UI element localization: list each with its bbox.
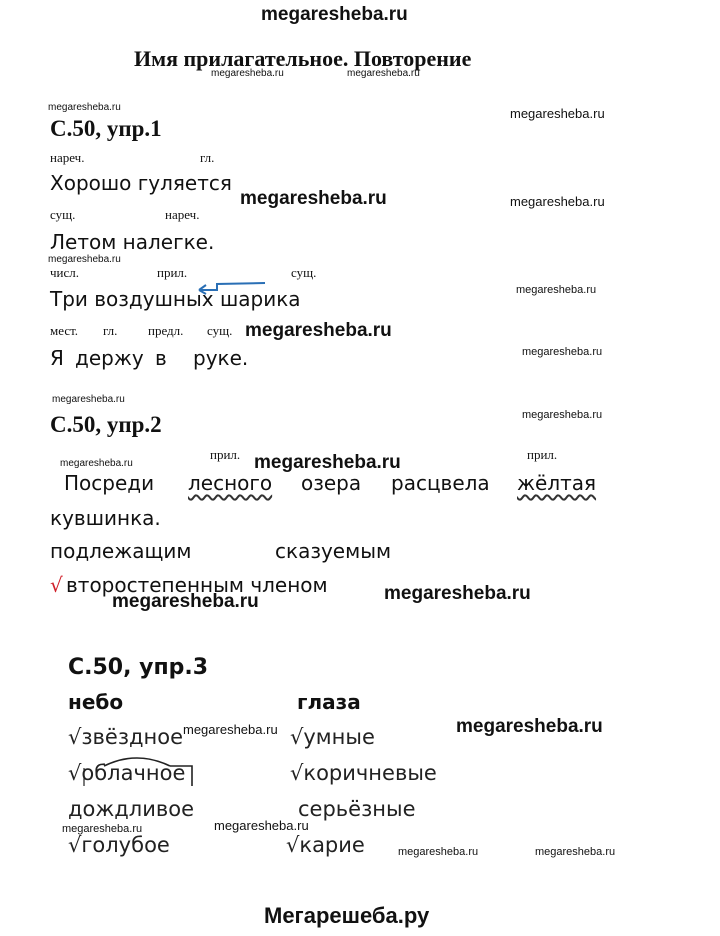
watermark: megaresheba.ru	[52, 394, 125, 405]
watermark: megaresheba.ru	[510, 106, 605, 121]
page-title: Имя прилагательное. Повторение	[134, 46, 472, 71]
list-item: серьёзные	[298, 797, 416, 821]
pos-tag: предл.	[148, 323, 184, 338]
pos-tag: сущ.	[291, 265, 317, 280]
check-mark-icon: √	[50, 573, 63, 597]
list-item: √облачное	[68, 761, 186, 785]
pos-tag: гл.	[103, 323, 118, 338]
watermark: megaresheba.ru	[254, 452, 401, 473]
ex2-word: расцвела	[391, 471, 490, 495]
pos-tag: мест.	[50, 323, 79, 338]
watermark: megaresheba.ru	[384, 583, 531, 604]
exercise-1-heading: С.50, упр.1	[50, 116, 162, 141]
pos-tag: гл.	[200, 150, 215, 165]
watermark: megaresheba.ru	[522, 409, 603, 421]
answer-option-selected: второстепенным членом	[66, 573, 328, 597]
list-item: √коричневые	[290, 761, 437, 785]
watermark: megaresheba.ru	[245, 320, 392, 341]
list-item: дождливое	[68, 797, 195, 821]
ex2-word-adjective: лесного	[188, 471, 273, 495]
watermark: megaresheba.ru	[398, 846, 479, 858]
pos-tag: прил.	[527, 447, 558, 462]
ex2-word-adjective: жёлтая	[517, 471, 597, 495]
column-title: небо	[68, 690, 124, 714]
ex1-line-3: Три воздушных шарика	[50, 287, 301, 311]
ex1-word: держу	[75, 346, 144, 370]
pos-tag: прил.	[157, 265, 188, 280]
ex1-line-1: Хорошо гуляется	[50, 171, 232, 195]
ex1-word: Я	[50, 346, 64, 370]
site-header-watermark: megaresheba.ru	[261, 4, 408, 25]
watermark: megaresheba.ru	[535, 846, 616, 858]
exercise-3-heading: С.50, упр.3	[68, 655, 209, 680]
ex2-line-2: кувшинка.	[50, 506, 161, 530]
pos-tag: сущ.	[207, 323, 233, 338]
watermark: megaresheba.ru	[62, 823, 143, 835]
watermark: megaresheba.ru	[456, 716, 603, 737]
ex1-line-2: Летом налегке.	[50, 230, 215, 254]
watermark: megaresheba.ru	[183, 722, 278, 737]
word-analysis-marks	[82, 752, 202, 792]
watermark: megaresheba.ru	[48, 102, 121, 113]
exercise-2-heading: С.50, упр.2	[50, 412, 162, 437]
answer-option: сказуемым	[275, 539, 392, 563]
column-title: глаза	[297, 690, 361, 714]
watermark: megaresheba.ru	[48, 254, 121, 265]
watermark: megaresheba.ru	[240, 188, 387, 209]
pos-tag: числ.	[50, 265, 80, 280]
watermark: megaresheba.ru	[522, 346, 603, 358]
list-item: √звёздное	[68, 725, 184, 749]
watermark: megaresheba.ru	[516, 284, 597, 296]
pos-tag: нареч.	[165, 207, 200, 222]
watermark: megaresheba.ru	[347, 68, 420, 79]
ex2-word: Посреди	[64, 471, 155, 495]
watermark: megaresheba.ru	[60, 458, 133, 469]
answer-option: подлежащим	[50, 539, 192, 563]
list-item: √карие	[286, 833, 365, 857]
watermark: megaresheba.ru	[510, 194, 605, 209]
watermark: megaresheba.ru	[214, 818, 309, 833]
pos-tag: сущ.	[50, 207, 76, 222]
ex2-word: озера	[301, 471, 362, 495]
ex1-word: руке.	[193, 346, 249, 370]
site-footer-brand: Мегарешеба.ру	[264, 903, 430, 928]
list-item: √умные	[290, 725, 375, 749]
pos-tag: прил.	[210, 447, 241, 462]
ex1-word: в	[155, 346, 167, 370]
watermark: megaresheba.ru	[211, 68, 284, 79]
pos-tag: нареч.	[50, 150, 85, 165]
watermark: megaresheba.ru	[112, 591, 259, 612]
list-item: √голубое	[68, 833, 170, 857]
